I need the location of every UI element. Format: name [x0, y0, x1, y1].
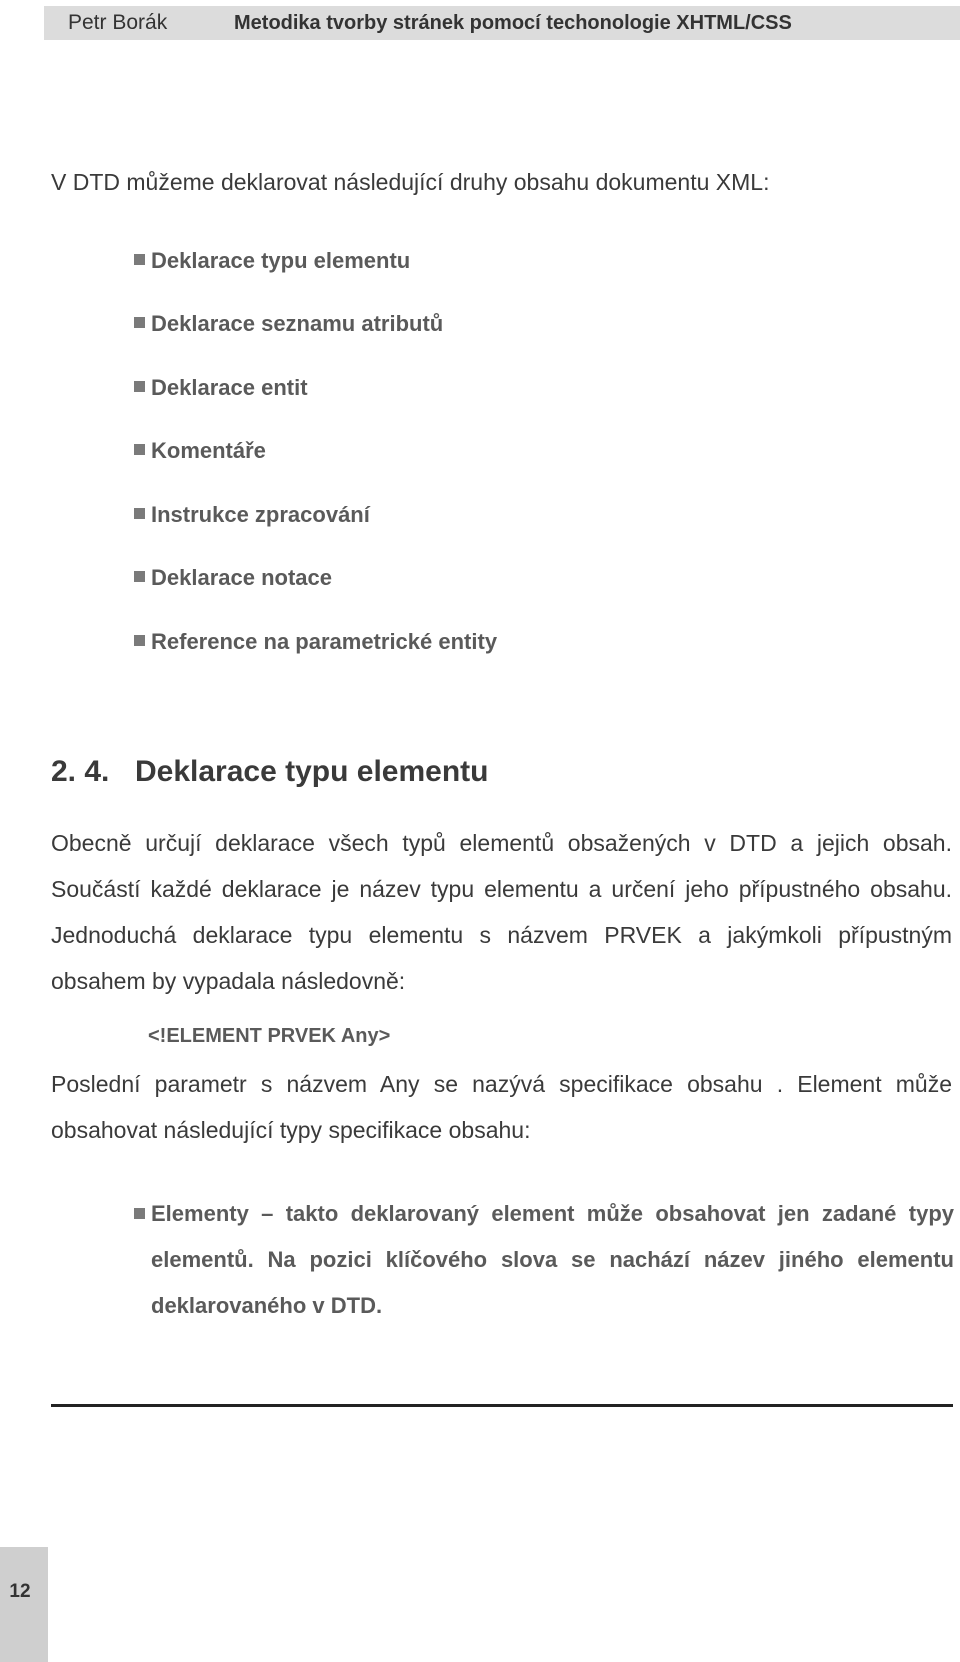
list-item: [134, 563, 332, 593]
header-title: Metodika tvorby stránek pomocí techonologie XHTML/CSS: [234, 12, 792, 34]
header-author: Petr Borák: [68, 11, 168, 34]
list-item: [134, 246, 410, 276]
list-item-label: Deklarace seznamu atributů: [151, 311, 444, 336]
square-bullet-icon: [134, 1208, 145, 1219]
section-heading: [51, 755, 488, 789]
square-bullet-icon: [134, 508, 145, 519]
list-item: [134, 436, 266, 466]
list-item: [134, 1191, 954, 1329]
square-bullet-icon: [134, 254, 145, 265]
list-item-label: Komentáře: [151, 438, 266, 463]
intro-sentence: V DTD můžeme deklarovat následující druhy obsahu dokumentu XML:: [51, 169, 770, 195]
running-header: [44, 6, 960, 40]
list-item: [134, 309, 443, 339]
list-item-label: Reference na parametrické entity: [151, 629, 498, 654]
square-bullet-icon: [134, 444, 145, 455]
list-item-label: Deklarace notace: [151, 565, 332, 590]
paragraph-intro: Obecně určují deklarace všech typů elementů obsažených v DTD a jejich obsah. Součástí každé deklarace je název typu elementu a určení jeho přípustného obsahu. Jednoduchá deklarace typu elementu s názvem PRVEK a jakýmkoli přípustným obsahem by vypadala následovně:: [51, 830, 952, 994]
list-item-label: Instrukce zpracování: [151, 502, 370, 527]
list-item-label: Deklarace entit: [151, 375, 308, 400]
page-number-tab: [0, 1547, 48, 1662]
list-item: [134, 627, 497, 657]
list-item-label: Deklarace typu elementu: [151, 248, 411, 273]
footer-divider: [51, 1404, 953, 1407]
list-item-label: Elementy – takto deklarovaný element může obsahovat jen zadané typy elementů. Na pozici klíčového slova se nachází název jiného elementu deklarovaného v DTD.: [151, 1201, 954, 1318]
square-bullet-icon: [134, 635, 145, 646]
list-item: [134, 373, 308, 403]
square-bullet-icon: [134, 381, 145, 392]
code-example: <!ELEMENT PRVEK Any>: [148, 1025, 391, 1047]
section-number: 2. 4.: [51, 755, 110, 788]
paragraph-content-spec: Poslední parametr s názvem Any se nazývá specifikace obsahu . Element může obsahovat následující typy specifikace obsahu:: [51, 1071, 952, 1143]
square-bullet-icon: [134, 571, 145, 582]
square-bullet-icon: [134, 317, 145, 328]
list-item: [134, 500, 370, 530]
page-number: 12: [9, 1581, 31, 1602]
section-title: Deklarace typu elementu: [135, 755, 489, 788]
